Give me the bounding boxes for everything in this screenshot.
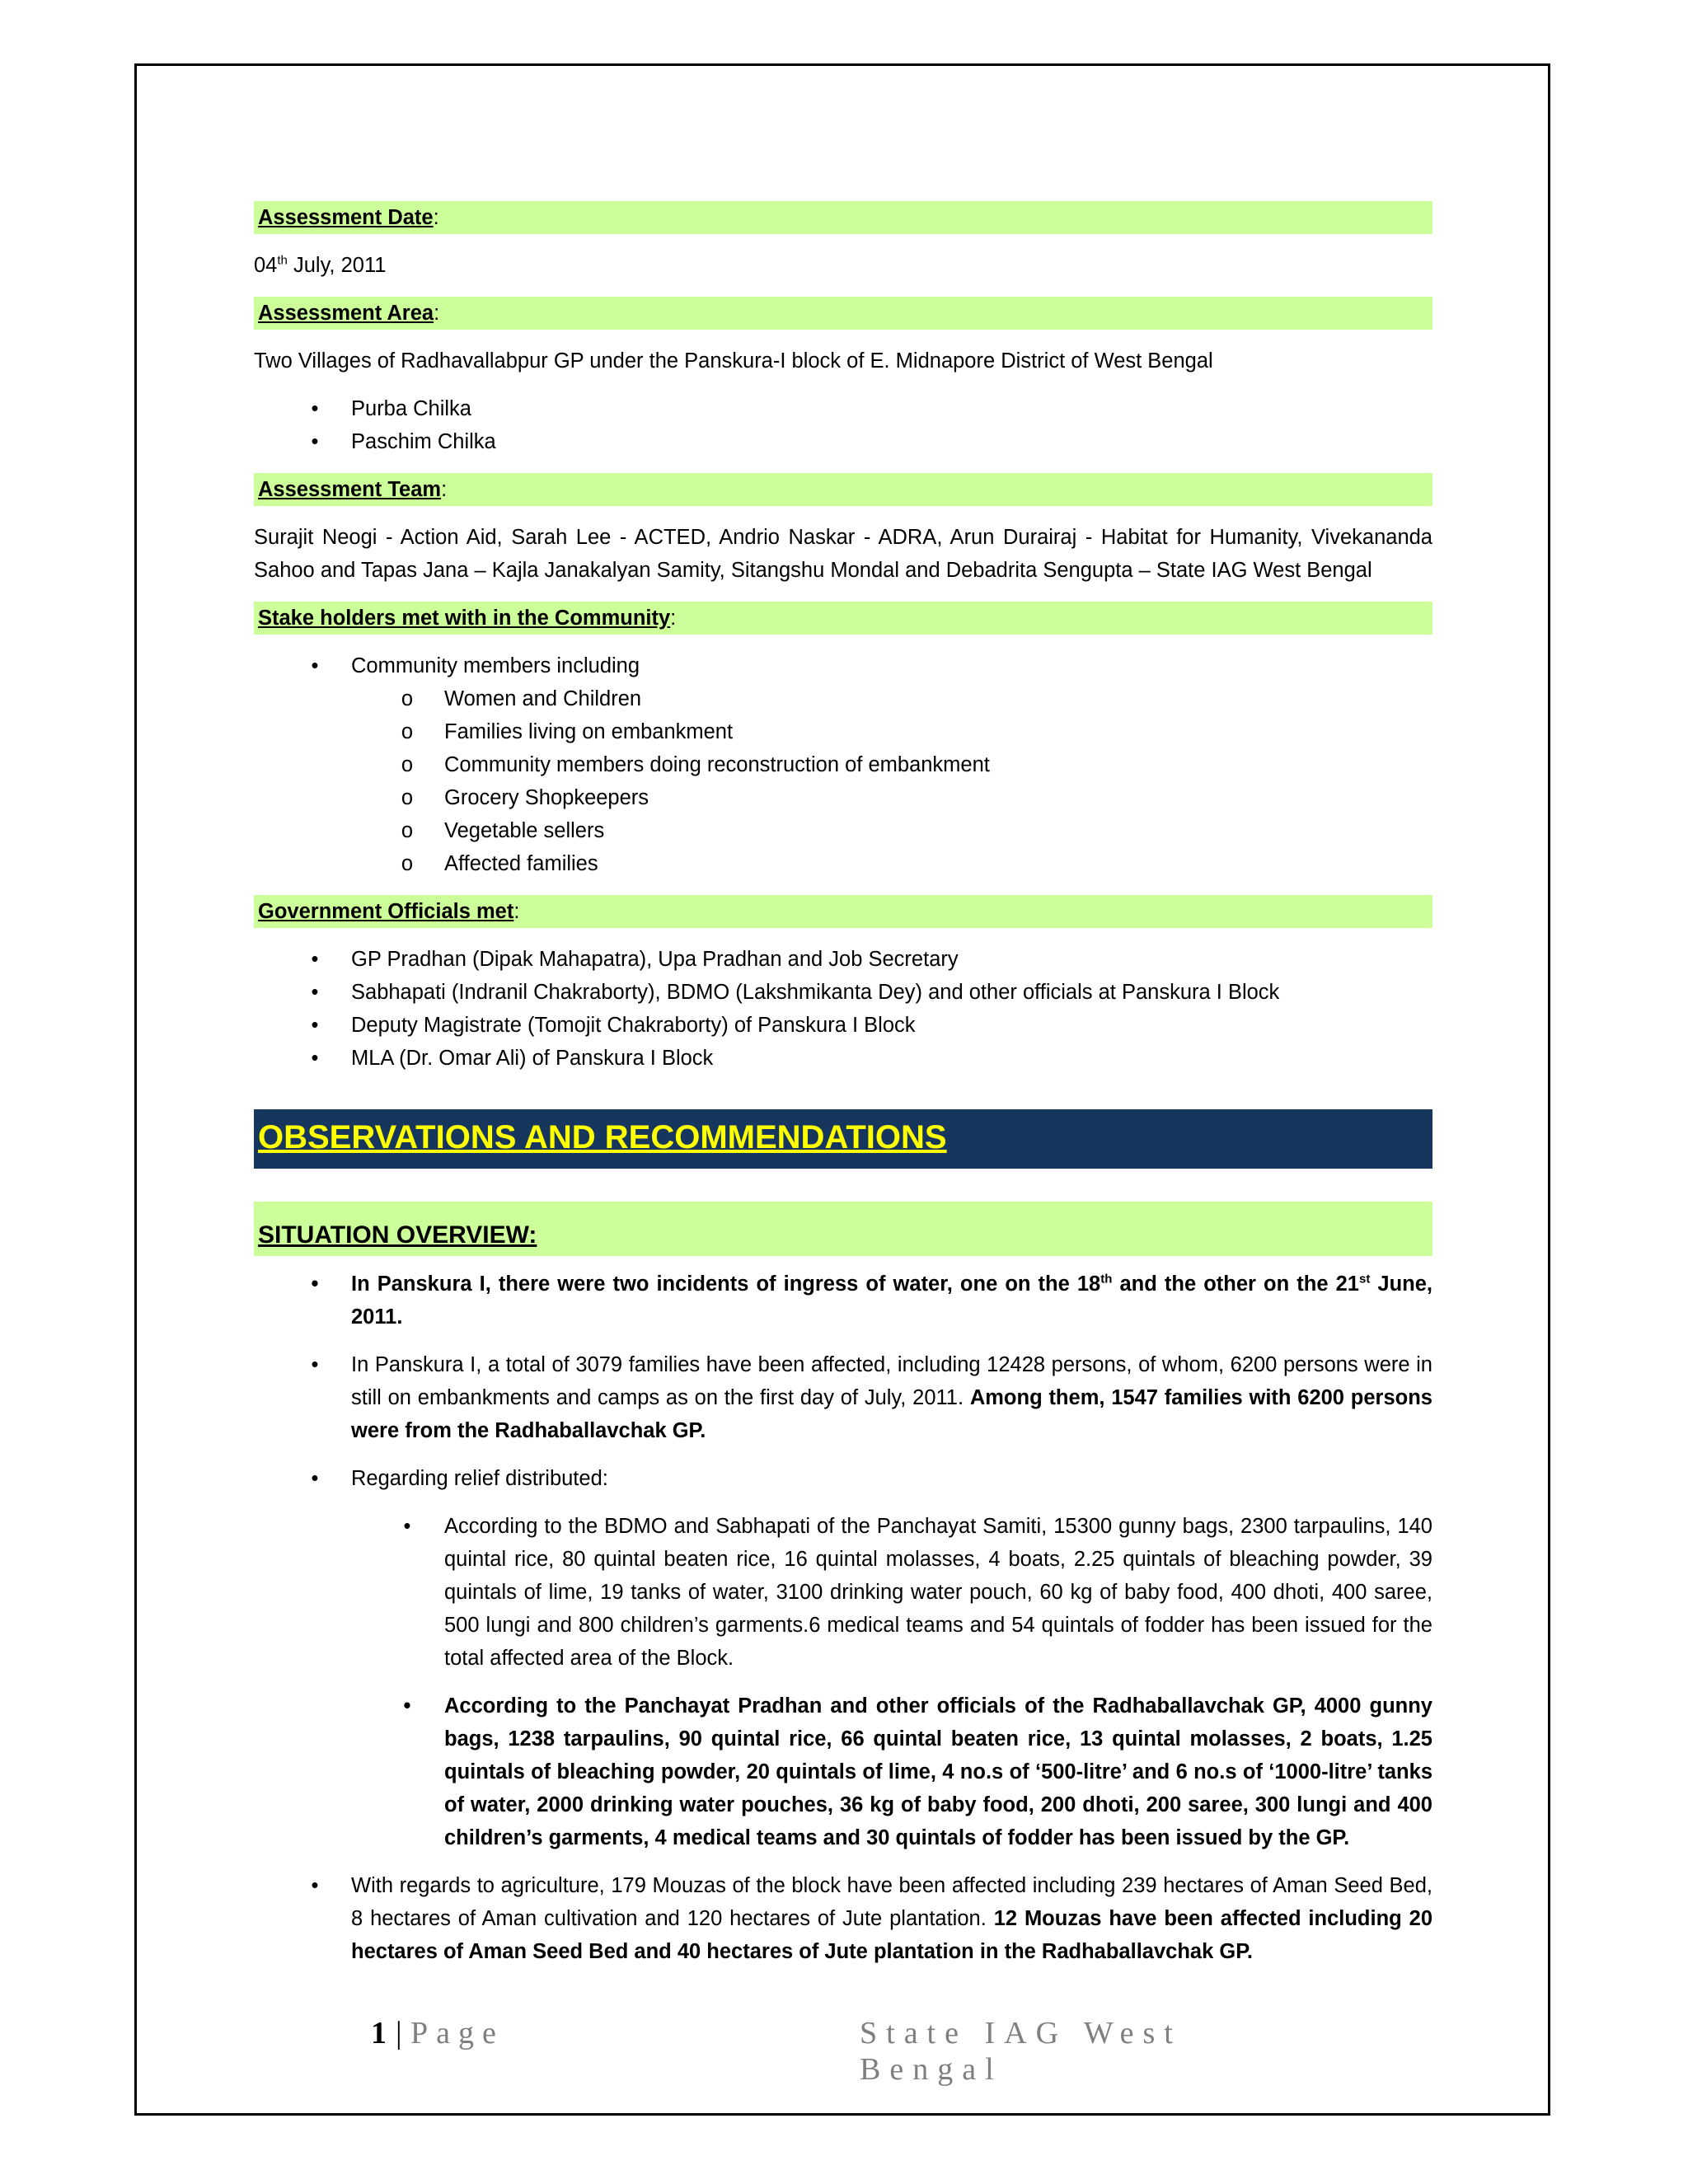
list-item: • GP Pradhan (Dipak Mahapatra), Upa Pradhan and Job Secretary bbox=[311, 948, 959, 971]
sub-list-item: o Vegetable sellers bbox=[401, 819, 605, 842]
page-number: 1 bbox=[371, 2016, 387, 2050]
list-item: • Paschim Chilka bbox=[311, 430, 496, 453]
assessment-team-text: Surajit Neogi - Action Aid, Sarah Lee - ACTED, Andrio Naskar - ADRA, Arun Durairaj - Habitat for Humanity, Vivekananda Sahoo and Tapas Jana – Kajla Janakalyan Samity, Sitangshu Mondal and Debadrita Sengupta – State IAG West Bengal bbox=[254, 526, 1432, 582]
village-list bbox=[254, 392, 1432, 458]
list-item: • Community members including bbox=[311, 654, 640, 677]
page-word: Page bbox=[410, 2016, 504, 2050]
footer-organization: State IAG West Bengal bbox=[860, 2016, 1182, 2087]
list-item: • With regards to agriculture, 179 Mouzas of the block have been affected including 239 hectares of Aman Seed Bed, 8 hectares of Aman cultivation and 120 hectares of Jute plantation. 12 Mouzas have been affected including 20 hectares of Aman Seed Bed and 40 hectares of Jute plantation in the Radhaballavchak GP. bbox=[311, 1874, 1432, 1963]
observations-banner: OBSERVATIONS AND RECOMMENDATIONS bbox=[254, 1109, 1432, 1169]
assessment-area-text: Two Villages of Radhavallabpur GP under the Panskura-I block of E. Midnapore District of West Bengal bbox=[254, 349, 1213, 373]
list-item: • Sabhapati (Indranil Chakraborty), BDMO (Lakshmikanta Dey) and other officials at Panskura I Block bbox=[311, 981, 1280, 1004]
assessment-team-heading: Assessment Team: bbox=[254, 473, 1432, 506]
document-body bbox=[254, 201, 1432, 1968]
list-item: • Regarding relief distributed: bbox=[311, 1467, 608, 1490]
assessment-area-heading: Assessment Area: bbox=[254, 297, 1432, 330]
page-footer bbox=[371, 2015, 1319, 2087]
assessment-date-heading: Assessment Date: bbox=[254, 201, 1432, 234]
sub-list-item: o Grocery Shopkeepers bbox=[401, 786, 649, 809]
sub-list-item: o Community members doing reconstruction of embankment bbox=[401, 753, 990, 776]
sub-list-item: • According to the Panchayat Pradhan and other officials of the Radhaballavchak GP, 4000 gunny bags, 1238 tarpaulins, 90 quintal rice, 66 quintal beaten rice, 13 quintal molasses, 2 boats, 1.25 quintals of bleaching powder, 20 quintals of lime, 4 no.s of ‘500-litre’ and 6 no.s of ‘1000-litre’ tanks of water, 2000 drinking water pouches, 36 kg of baby food, 200 dhoti, 200 saree, 300 lungi and 400 children’s garments, 4 medical teams and 30 quintals of fodder has been issued by the GP. bbox=[403, 1694, 1432, 1849]
sub-list-item: o Families living on embankment bbox=[401, 720, 734, 743]
stakeholders-heading: Stake holders met with in the Community: bbox=[254, 602, 1432, 635]
situation-overview-heading: SITUATION OVERVIEW: bbox=[254, 1202, 1432, 1256]
list-item: • Deputy Magistrate (Tomojit Chakraborty) of Panskura I Block bbox=[311, 1014, 916, 1037]
footer-separator: | bbox=[396, 2016, 402, 2050]
sub-list-item: • According to the BDMO and Sabhapati of the Panchayat Samiti, 15300 gunny bags, 2300 tarpaulins, 140 quintal rice, 80 quintal beaten rice, 16 quintal molasses, 4 boats, 2.25 quintals of bleaching powder, 39 quintals of lime, 19 tanks of water, 3100 drinking water pouch, 60 kg of baby food, 400 dhoti, 400 saree, 500 lungi and 800 children’s garments.6 medical teams and 54 quintals of fodder has been issued for the total affected area of the Block. bbox=[403, 1515, 1432, 1670]
officials-heading: Government Officials met: bbox=[254, 895, 1432, 928]
list-item: • In Panskura I, there were two incidents of ingress of water, one on the 18th and the other on the 21st June, 2011. bbox=[311, 1272, 1433, 1329]
sub-list-item: o Affected families bbox=[401, 852, 598, 875]
list-item: • MLA (Dr. Omar Ali) of Panskura I Block bbox=[311, 1047, 714, 1070]
stakeholder-list bbox=[254, 649, 1432, 880]
assessment-date-value: 04th July, 2011 bbox=[254, 253, 387, 277]
officials-list bbox=[254, 943, 1432, 1075]
situation-list bbox=[254, 1268, 1432, 1968]
sub-list-item: o Women and Children bbox=[401, 687, 642, 710]
list-item: • In Panskura I, a total of 3079 families have been affected, including 12428 persons, of whom, 6200 persons were in still on embankments and camps as on the first day of July, 2011. Among them, 1547 families with 6200 persons were from the Radhaballavchak GP. bbox=[311, 1353, 1432, 1442]
list-item: • Purba Chilka bbox=[311, 397, 471, 420]
